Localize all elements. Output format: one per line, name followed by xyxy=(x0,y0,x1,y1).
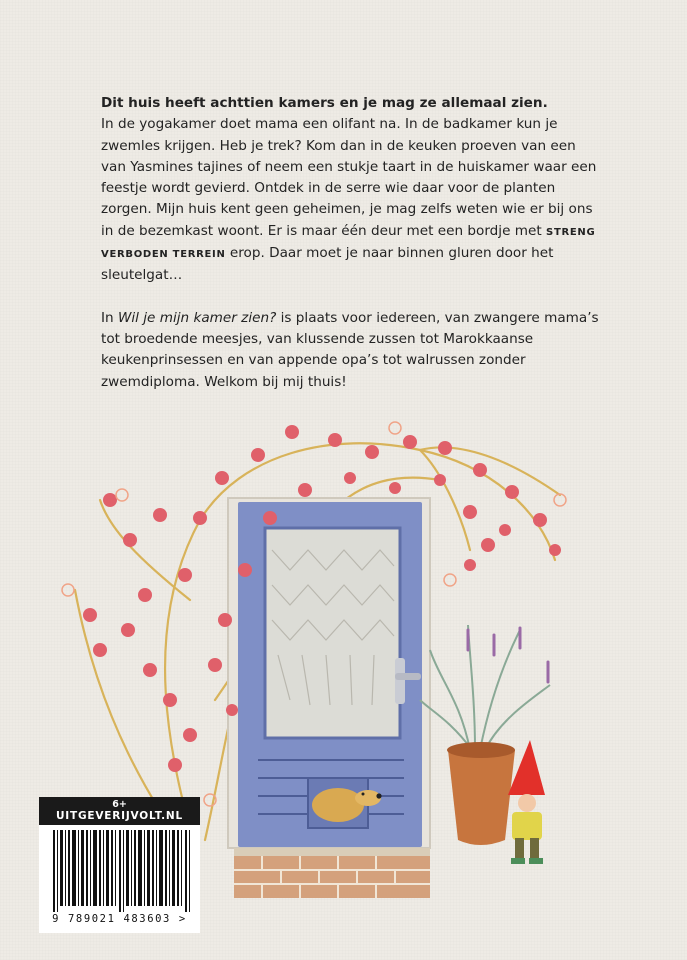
blurb-text-part: is plaats voor iedereen, van zwangere mama’s tot broedende meesjes, van klussende zussen tot Marokkaanse keukenprinsessen en van appende opa’s tot walrussen zonder zwemdiploma. Welkom bij mij thuis! xyxy=(101,309,599,390)
door-handle xyxy=(395,658,405,704)
isbn-number: 9 789021 483603 > xyxy=(52,913,187,925)
barcode-icon xyxy=(53,830,193,912)
blurb-paragraph-1 xyxy=(101,93,601,287)
age-badge: 6+ xyxy=(112,799,127,810)
blurb-paragraph-2 xyxy=(101,308,601,393)
blurb-text xyxy=(101,93,601,393)
barcode-header xyxy=(39,797,200,825)
blurb-text-part: erop. Daar moet je naar binnen gluren door het sleutelgat… xyxy=(101,245,554,284)
blurb-lead: Dit huis heeft achttien kamers en je mag ze allemaal zien. xyxy=(101,95,548,111)
brick-step xyxy=(234,848,430,898)
publisher-website: UITGEVERIJVOLT.NL xyxy=(55,810,184,822)
book-title: Wil je mijn kamer zien? xyxy=(117,309,277,326)
forbidden-sign-text: STRENG VERBODEN TERREIN xyxy=(101,226,596,261)
blurb-text-part: In de yogakamer doet mama een olifant na. In de badkamer kun je zwemles krijgen. Heb je trek? Kom dan in de keuken proeven van een van Yasmines tajines of neem een stukje taart in de huiskamer waar een feestje wordt gevierd. Ontdek in de serre wie daar voor de planten zorgen. Mijn huis kent geen geheimen, je mag zelfs weten wie er bij ons in de bezemkast woont. Er is maar één deur met een bordje met xyxy=(101,116,597,239)
blurb-text-part: In xyxy=(101,309,114,326)
barcode-label xyxy=(39,797,200,933)
